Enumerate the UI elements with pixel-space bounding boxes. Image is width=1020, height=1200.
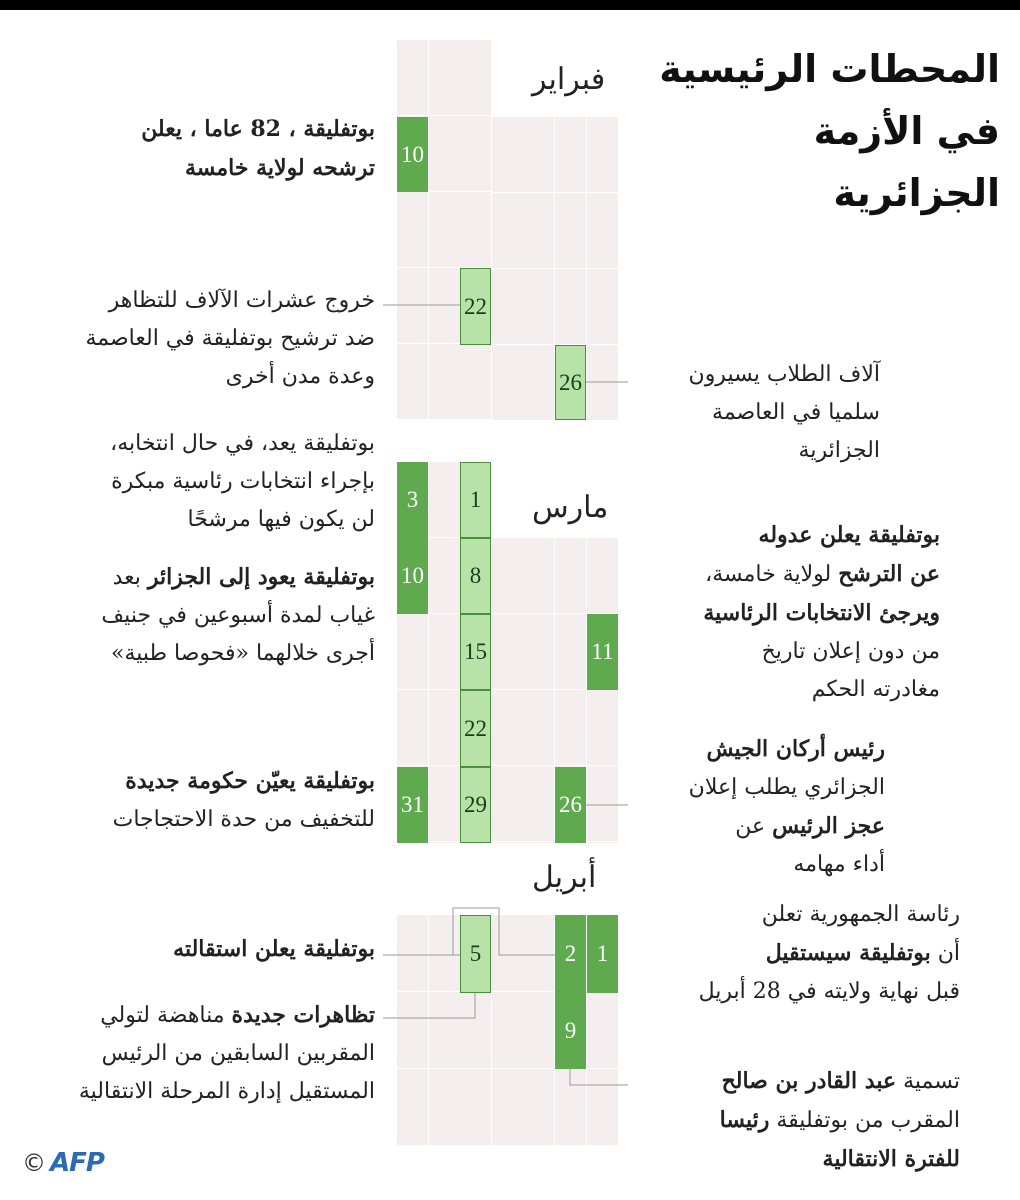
grid-cell bbox=[523, 1069, 554, 1145]
grid-cell bbox=[523, 614, 554, 689]
grid-cell bbox=[460, 116, 491, 191]
annotation-apr-9-rest-1: تسمية bbox=[896, 1069, 960, 1094]
grid-cell bbox=[492, 766, 523, 841]
annotation-feb-10 bbox=[30, 110, 375, 188]
grid-cell bbox=[523, 992, 554, 1068]
annotation-feb-26 bbox=[640, 356, 880, 470]
day-cell-mar-29: 29 bbox=[460, 767, 491, 843]
day-cell-feb-26: 26 bbox=[555, 345, 586, 420]
day-cell-mar-8: 8 bbox=[460, 538, 491, 614]
grid-cell bbox=[523, 538, 554, 613]
day-cell-mar-15: 15 bbox=[460, 614, 491, 690]
grid-cell bbox=[523, 915, 554, 991]
grid-cell bbox=[460, 992, 491, 1068]
annotation-mar-31-line-2: للتخفيف من حدة الاحتجاجات bbox=[112, 807, 375, 832]
annotation-mar-11-bold-1: بوتفليقة يعلن عدوله bbox=[758, 522, 940, 548]
grid-cell bbox=[429, 842, 460, 843]
grid-cell bbox=[587, 269, 618, 344]
grid-cell bbox=[555, 193, 586, 268]
title-line-1: المحطات الرئيسية bbox=[659, 47, 1000, 91]
grid-cell bbox=[492, 117, 523, 192]
day-cell-mar-1: 1 bbox=[460, 462, 491, 538]
grid-cell bbox=[523, 842, 554, 843]
grid-cell bbox=[492, 1069, 523, 1145]
annotation-mar-11-line-5: مغادرته الحكم bbox=[811, 677, 940, 702]
grid-cell bbox=[587, 345, 618, 420]
annotation-mar-11-bold-2: عن الترشح bbox=[838, 561, 940, 587]
annotation-mar-10-line-3: أجرى خلالهما «فحوصا طبية» bbox=[110, 641, 375, 666]
annotation-mar-3-line-2: بإجراء انتخابات رئاسية مبكرة bbox=[111, 469, 375, 494]
annotation-mar-26-bold-1: رئيس أركان الجيش bbox=[706, 736, 885, 762]
annotation-apr-9-bold-2: رئيسا bbox=[719, 1107, 770, 1133]
day-cell-apr-9: 9 bbox=[555, 993, 586, 1069]
grid-cell bbox=[429, 344, 460, 419]
grid-cell bbox=[555, 614, 586, 689]
annotation-feb-26-line-1: آلاف الطلاب يسيرون bbox=[688, 362, 880, 387]
grid-cell bbox=[492, 193, 523, 268]
grid-cell bbox=[492, 992, 523, 1068]
annotation-apr-1-bold-2: بوتفليقة سيستقيل bbox=[765, 940, 931, 966]
annotation-apr-5-line-3: المستقيل إدارة المرحلة الانتقالية bbox=[78, 1079, 375, 1104]
grid-cell bbox=[587, 193, 618, 268]
annotation-mar-3-line-3: لن يكون فيها مرشحًا bbox=[187, 507, 375, 532]
grid-cell bbox=[460, 192, 491, 267]
annotation-mar-31 bbox=[30, 762, 375, 839]
grid-cell bbox=[492, 915, 523, 991]
annotation-apr-2-bold: بوتفليقة يعلن استقالته bbox=[173, 936, 375, 962]
grid-cell bbox=[523, 345, 554, 420]
copyright-symbol: © bbox=[22, 1149, 46, 1177]
annotation-mar-26 bbox=[640, 730, 885, 884]
grid-cell bbox=[460, 344, 491, 419]
grid-cell bbox=[397, 40, 428, 115]
annotation-apr-5-line-2: المقربين السابقين من الرئيس bbox=[101, 1041, 375, 1066]
annotation-mar-26-rest-3: عن bbox=[735, 814, 773, 839]
day-cell-mar-26: 26 bbox=[555, 767, 586, 843]
grid-cell bbox=[429, 192, 460, 267]
annotation-feb-26-line-2: سلميا في العاصمة bbox=[712, 400, 880, 425]
grid-cell bbox=[429, 40, 460, 115]
month-label-february: فبراير bbox=[532, 62, 606, 97]
annotation-mar-26-line-4: أداء مهامه bbox=[793, 852, 885, 877]
annotation-feb-26-line-3: الجزائرية bbox=[798, 438, 880, 463]
credit bbox=[22, 1148, 104, 1178]
day-cell-mar-10: 10 bbox=[397, 538, 428, 614]
grid-cell bbox=[429, 614, 460, 689]
grid-cell bbox=[429, 915, 460, 991]
grid-cell bbox=[397, 192, 428, 267]
annotation-apr-5-rest: مناهضة لتولي bbox=[100, 1003, 232, 1028]
day-cell-mar-3: 3 bbox=[397, 462, 428, 538]
page-title bbox=[640, 38, 1000, 224]
annotation-feb-22 bbox=[30, 282, 375, 396]
annotation-mar-11-rest-2: لولاية خامسة، bbox=[705, 562, 839, 587]
grid-cell bbox=[523, 269, 554, 344]
grid-cell bbox=[429, 690, 460, 765]
grid-cell bbox=[523, 193, 554, 268]
grid-cell bbox=[587, 690, 618, 765]
annotation-feb-22-line-1: خروج عشرات الآلاف للتظاهر bbox=[108, 288, 375, 313]
grid-cell bbox=[429, 766, 460, 841]
month-label-april: أبريل bbox=[532, 860, 597, 895]
grid-cell bbox=[492, 269, 523, 344]
annotation-mar-3-line-1: بوتفليقة يعد، في حال انتخابه، bbox=[110, 431, 375, 456]
grid-cell bbox=[429, 268, 460, 343]
grid-cell bbox=[460, 1069, 491, 1145]
annotation-apr-1-line-1: رئاسة الجمهورية تعلن bbox=[761, 902, 960, 927]
grid-cell bbox=[587, 117, 618, 192]
annotation-apr-5 bbox=[30, 996, 375, 1111]
grid-cell bbox=[587, 538, 618, 613]
annotation-feb-22-line-3: وعدة مدن أخرى bbox=[225, 364, 375, 389]
annotation-apr-1 bbox=[640, 896, 960, 1011]
grid-cell bbox=[555, 269, 586, 344]
annotation-apr-2 bbox=[30, 930, 375, 969]
grid-cell bbox=[429, 462, 460, 537]
annotation-feb-22-line-2: ضد ترشيح بوتفليقة في العاصمة bbox=[85, 326, 375, 351]
afp-logo: AFP bbox=[50, 1148, 104, 1178]
day-cell-apr-1: 1 bbox=[587, 915, 618, 993]
grid-cell bbox=[460, 40, 491, 115]
day-cell-mar-22: 22 bbox=[460, 690, 491, 767]
grid-cell bbox=[492, 538, 523, 613]
grid-cell bbox=[397, 1069, 428, 1145]
grid-cell bbox=[492, 690, 523, 765]
annotation-apr-5-bold: تظاهرات جديدة bbox=[231, 1002, 375, 1028]
day-cell-mar-31: 31 bbox=[397, 767, 428, 843]
grid-cell bbox=[397, 992, 428, 1068]
annotation-apr-9-bold-3: للفترة الانتقالية bbox=[822, 1146, 960, 1172]
grid-cell bbox=[587, 992, 618, 1068]
grid-cell bbox=[523, 766, 554, 841]
day-cell-apr-5: 5 bbox=[460, 915, 491, 993]
grid-cell bbox=[523, 690, 554, 765]
annotation-mar-11-line-4: من دون إعلان تاريخ bbox=[761, 639, 940, 664]
grid-cell bbox=[523, 117, 554, 192]
day-cell-apr-2: 2 bbox=[555, 915, 586, 993]
annotation-apr-1-rest-2: أن bbox=[930, 941, 960, 966]
annotation-mar-10-bold: بوتفليقة يعود إلى الجزائر bbox=[147, 564, 375, 590]
annotation-mar-10-rest: بعد bbox=[112, 565, 148, 590]
annotation-apr-9-rest-2: المقرب من بوتفليقة bbox=[769, 1108, 960, 1133]
annotation-mar-26-line-2: الجزائري يطلب إعلان bbox=[688, 775, 885, 800]
annotation-mar-26-bold-3: عجز الرئيس bbox=[772, 813, 885, 839]
grid-cell bbox=[397, 915, 428, 991]
grid-cell bbox=[587, 842, 618, 843]
grid-cell bbox=[397, 268, 428, 343]
annotation-mar-11-bold-3: ويرجئ الانتخابات الرئاسية bbox=[703, 600, 940, 626]
day-cell-feb-10: 10 bbox=[397, 117, 428, 192]
grid-cell bbox=[397, 614, 428, 689]
annotation-mar-10 bbox=[30, 558, 375, 673]
grid-cell bbox=[587, 766, 618, 841]
grid-cell bbox=[555, 1069, 586, 1145]
grid-cell bbox=[429, 116, 460, 191]
grid-cell bbox=[555, 690, 586, 765]
grid-cell bbox=[429, 1069, 460, 1145]
grid-cell bbox=[429, 538, 460, 613]
day-cell-feb-22: 22 bbox=[460, 268, 491, 345]
grid-cell bbox=[492, 842, 523, 843]
grid-cell bbox=[397, 344, 428, 419]
day-cell-mar-11: 11 bbox=[587, 614, 618, 690]
annotation-apr-9-bold-1: عبد القادر بن صالح bbox=[721, 1068, 897, 1094]
annotation-mar-31-bold: بوتفليقة يعيّن حكومة جديدة bbox=[125, 768, 375, 794]
grid-cell bbox=[587, 1069, 618, 1145]
grid-cell bbox=[492, 345, 523, 420]
grid-cell bbox=[397, 690, 428, 765]
annotation-feb-10-line-1: بوتفليقة ، 82 عاما ، يعلن bbox=[141, 116, 375, 142]
annotation-mar-11 bbox=[640, 516, 940, 709]
title-line-2: في الأزمة الجزائرية bbox=[813, 109, 1000, 215]
grid-cell bbox=[555, 538, 586, 613]
grid-cell bbox=[429, 992, 460, 1068]
month-label-march: مارس bbox=[532, 490, 609, 525]
annotation-apr-9 bbox=[640, 1062, 960, 1179]
grid-cell bbox=[492, 614, 523, 689]
annotation-feb-10-line-2: ترشحه لولاية خامسة bbox=[184, 155, 375, 181]
annotation-mar-10-line-2: غياب لمدة أسبوعين في جنيف bbox=[101, 603, 375, 628]
annotation-mar-3 bbox=[30, 425, 375, 539]
annotation-apr-1-line-3: قبل نهاية ولايته في 28 أبريل bbox=[698, 979, 960, 1004]
grid-cell bbox=[555, 117, 586, 192]
